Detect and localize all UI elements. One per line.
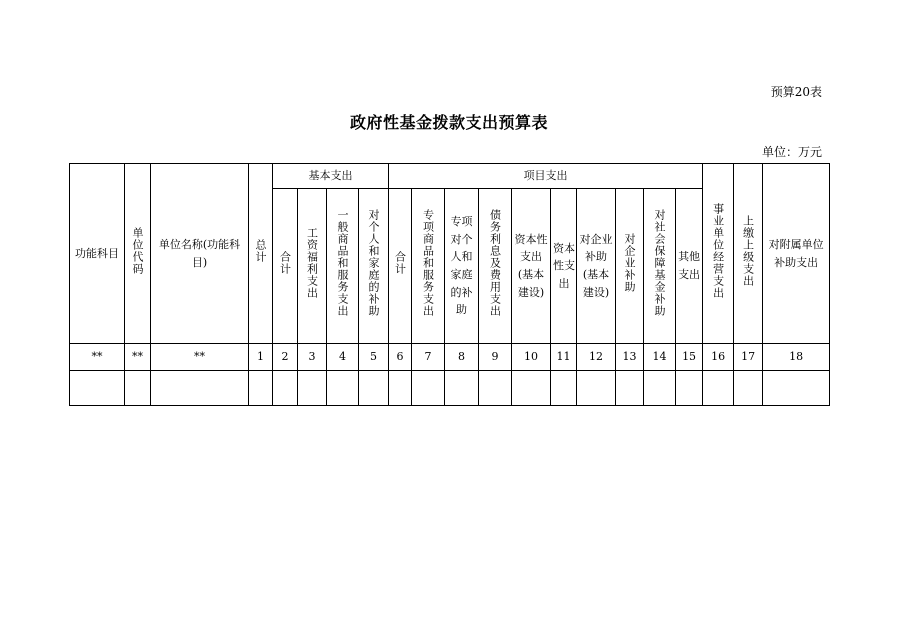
number-cell: 7 [412,344,445,371]
header-project-enterprise: 对企业补助 [616,189,644,344]
header-total: 总计 [249,164,273,344]
number-cell: ** [70,344,125,371]
number-cell: 18 [763,344,830,371]
header-project: 项目支出 [389,164,703,189]
header-project-debt: 债务利息及费用支出 [479,189,512,344]
empty-cell[interactable] [763,371,830,406]
number-cell: 5 [359,344,389,371]
number-cell: 4 [327,344,359,371]
header-business: 事业单位经营支出 [703,164,734,344]
empty-cell[interactable] [616,371,644,406]
header-basic-goods: 一般商品和服务支出 [327,189,359,344]
header-project-goods: 专项商品和服务支出 [412,189,445,344]
number-cell: 8 [445,344,479,371]
page-title: 政府性基金拨款支出预算表 [349,113,548,132]
budget-table [69,163,830,406]
form-number: 预算20表 [770,85,822,99]
number-row [70,344,830,371]
number-cell: 13 [616,344,644,371]
header-project-sum: 合计 [389,189,412,344]
data-row-empty [70,371,830,406]
empty-cell[interactable] [389,371,412,406]
header-project-enterprise-basic: 对企业补助(基本建设) [577,189,616,344]
number-cell: 16 [703,344,734,371]
empty-cell[interactable] [327,371,359,406]
number-cell: ** [151,344,249,371]
empty-cell[interactable] [125,371,151,406]
header-unit-code: 单位代码 [125,164,151,344]
number-cell: 11 [551,344,577,371]
number-cell: 9 [479,344,512,371]
header-affiliated: 对附属单位补助支出 [763,164,830,344]
empty-cell[interactable] [249,371,273,406]
header-basic-wage: 工资福利支出 [298,189,327,344]
empty-cell[interactable] [703,371,734,406]
number-cell: 15 [676,344,703,371]
empty-cell[interactable] [151,371,249,406]
empty-cell[interactable] [359,371,389,406]
empty-cell[interactable] [512,371,551,406]
empty-cell[interactable] [298,371,327,406]
header-func: 功能科目 [70,164,125,344]
empty-cell[interactable] [644,371,676,406]
empty-cell[interactable] [577,371,616,406]
number-cell: 6 [389,344,412,371]
number-cell: 14 [644,344,676,371]
header-project-capital-basic: 资本性支出(基本建设) [512,189,551,344]
header-project-other: 其他支出 [676,189,703,344]
number-cell: ** [125,344,151,371]
header-unit-name: 单位名称(功能科目) [151,164,249,344]
header-project-individual: 专项对个人和家庭的补助 [445,189,479,344]
header-remit: 上缴上级支出 [734,164,763,344]
number-cell: 12 [577,344,616,371]
empty-cell[interactable] [551,371,577,406]
header-project-social: 对社会保障基金补助 [644,189,676,344]
header-basic-sum: 合计 [273,189,298,344]
header-basic: 基本支出 [273,164,389,189]
number-cell: 2 [273,344,298,371]
empty-cell[interactable] [412,371,445,406]
number-cell: 1 [249,344,273,371]
number-cell: 3 [298,344,327,371]
empty-cell[interactable] [70,371,125,406]
empty-cell[interactable] [445,371,479,406]
empty-cell[interactable] [676,371,703,406]
header-project-capital: 资本性支出 [551,189,577,344]
number-cell: 10 [512,344,551,371]
empty-cell[interactable] [273,371,298,406]
header-basic-individual: 对个人和家庭的补助 [359,189,389,344]
unit-label: 单位：万元 [761,145,822,159]
empty-cell[interactable] [479,371,512,406]
empty-cell[interactable] [734,371,763,406]
number-cell: 17 [734,344,763,371]
